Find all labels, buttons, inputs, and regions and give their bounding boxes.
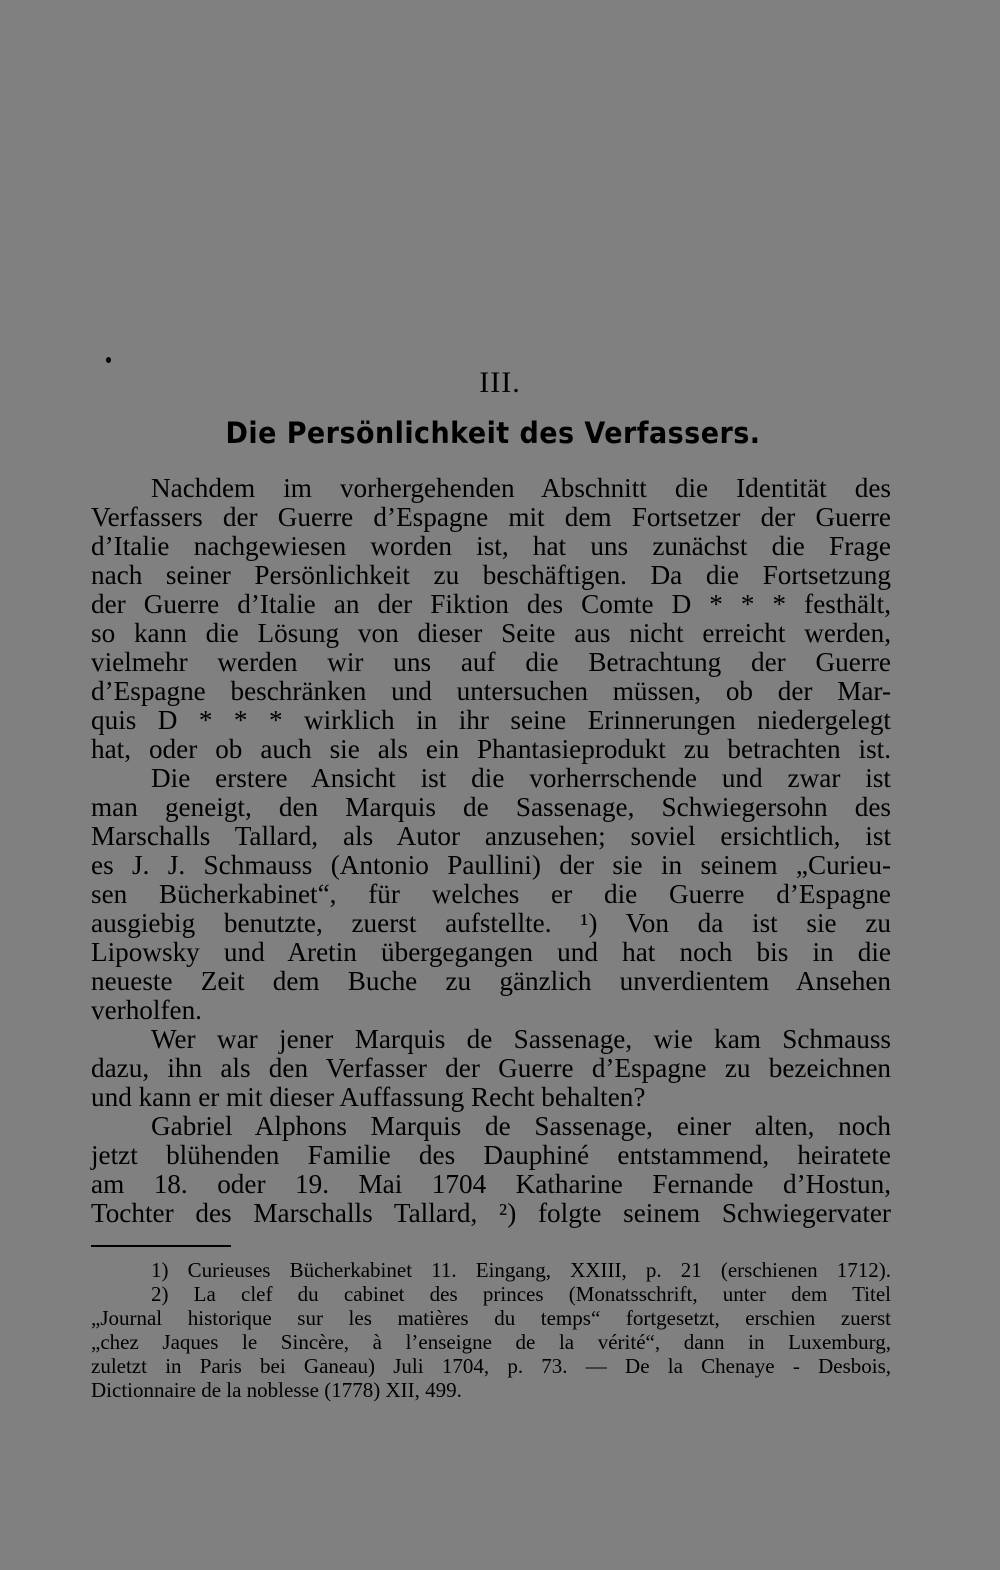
footnotes [91, 1258, 891, 1402]
text-line: Wer war jener Marquis de Sassenage, wie kam Schmauss [151, 1024, 891, 1054]
text-line: d’Italie nachgewiesen worden ist, hat uns zunächst die Frage [91, 531, 891, 561]
footnote-2: 2) La clef du cabinet des princes (Monatsschrift, unter dem Titel [151, 1282, 891, 1306]
body-text [91, 474, 891, 1228]
text-line: jetzt blühenden Familie des Dauphiné entstammend, heiratete [91, 1140, 891, 1170]
text-line: es J. J. Schmauss (Antonio Paullini) der sie in seinem „Curieu- [91, 850, 891, 880]
footnote-line: „Journal historique sur les matières du temps“ fortgesetzt, erschien zuerst [91, 1306, 891, 1330]
text-line: d’Espagne beschränken und untersuchen müssen, ob der Mar- [91, 676, 891, 706]
text-line: Verfassers der Guerre d’Espagne mit dem Fortsetzer der Guerre [91, 502, 891, 532]
footnote-line: „chez Jaques le Sincère, à l’enseigne de la vérité“, dann in Luxemburg, [91, 1330, 891, 1354]
text-line: man geneigt, den Marquis de Sassenage, Schwiegersohn des [91, 792, 891, 822]
text-line: Marschalls Tallard, als Autor anzusehen; soviel ersichtlich, ist [91, 821, 891, 851]
text-line: der Guerre d’Italie an der Fiktion des Comte D * * * festhält, [91, 589, 891, 619]
text-line: Die erstere Ansicht ist die vorherrschende und zwar ist [151, 763, 891, 793]
paragraph-2 [91, 764, 891, 1025]
text-line: verholfen. [91, 995, 202, 1025]
text-line: Lipowsky und Aretin übergegangen und hat noch bis in die [91, 937, 891, 967]
text-line: vielmehr werden wir uns auf die Betrachtung der Guerre [91, 647, 891, 677]
chapter-number: III. [479, 366, 521, 399]
text-line: Gabriel Alphons Marquis de Sassenage, einer alten, noch [151, 1111, 891, 1141]
chapter-title: Die Persönlichkeit des Verfassers. [225, 416, 761, 450]
text-line: so kann die Lösung von dieser Seite aus nicht erreicht werden, [91, 618, 891, 648]
text-line: quis D * * * wirklich in ihr seine Erinnerungen niedergelegt [91, 705, 891, 735]
text-line: und kann er mit dieser Auffassung Recht behalten? [91, 1082, 646, 1112]
text-line: sen Bücherkabinet“, für welches er die Guerre d’Espagne [91, 879, 891, 909]
paragraph-4 [91, 1112, 891, 1228]
footnote-line: zuletzt in Paris bei Ganeau) Juli 1704, p. 73. — De la Chenaye - Desbois, [91, 1354, 891, 1378]
text-line: hat, oder ob auch sie als ein Phantasieprodukt zu betrachten ist. [91, 734, 891, 764]
text-line: Tochter des Marschalls Tallard, ²) folgte seinem Schwiegervater [91, 1198, 891, 1228]
paragraph-3 [91, 1025, 891, 1112]
text-line: am 18. oder 19. Mai 1704 Katharine Fernande d’Hostun, [91, 1169, 891, 1199]
footnote-1: 1) Curieuses Bücherkabinet 11. Eingang, XXIII, p. 21 (erschienen 1712). [151, 1258, 891, 1282]
text-line: Nachdem im vorhergehenden Abschnitt die Identität des [151, 473, 891, 503]
text-line: neueste Zeit dem Buche zu gänzlich unverdientem Ansehen [91, 966, 891, 996]
paragraph-1 [91, 474, 891, 764]
text-line: dazu, ihn als den Verfasser der Guerre d’Espagne zu bezeichnen [91, 1053, 891, 1083]
footnote-separator [91, 1245, 231, 1247]
text-line: nach seiner Persönlichkeit zu beschäftigen. Da die Fortsetzung [91, 560, 891, 590]
footnote-line: Dictionnaire de la noblesse (1778) XII, 499. [91, 1378, 462, 1402]
print-speck [106, 357, 111, 363]
text-line: ausgiebig benutzte, zuerst aufstellte. ¹) Von da ist sie zu [91, 908, 891, 938]
